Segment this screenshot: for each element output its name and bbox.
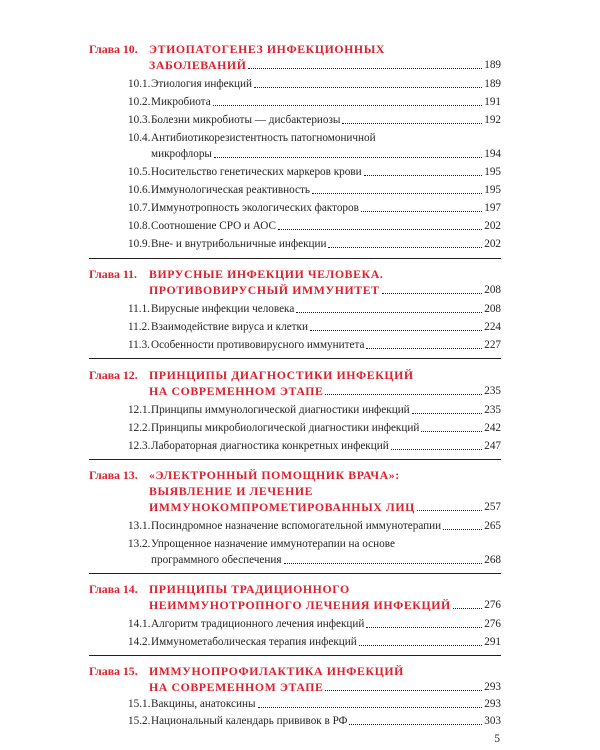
entry-number: 10.3. [128,114,151,126]
page-number: 197 [484,202,501,214]
entry-number: 10.2. [128,96,151,108]
dot-leader [453,608,482,609]
dot-leader [366,627,482,628]
entry-text: Соотношение СРО и АОС [151,220,276,232]
chapter-label: Глава 10. [89,42,138,56]
chapter-title-line: ИММУНОКОМПРОМЕТИРОВАННЫХ ЛИЦ [149,500,415,514]
page-number: 189 [484,59,501,71]
entry-text: Иммунологическая реактивность [151,184,310,196]
page-number: 195 [484,184,501,196]
entry-text: Вне- и внутрибольничные инфекции [151,238,327,250]
entry-text: Вирусные инфекции человека [151,303,295,315]
page-number: 303 [484,715,501,727]
dot-leader [421,431,482,432]
dot-leader [328,247,482,248]
section-divider [89,258,501,259]
dot-leader [443,529,482,530]
dot-leader [258,707,482,708]
chapter-title-line: ПРИНЦИПЫ ДИАГНОСТИКИ ИНФЕКЦИЙ [149,368,414,382]
entry-text: Принципы микробиологической диагностики инфекций [151,422,420,434]
entry-text: Посиндромное назначение вспомогательной иммунотерапии [151,520,442,532]
page-number: 227 [484,339,501,351]
chapter-label: Глава 11. [89,267,138,281]
page-number: 291 [484,636,501,648]
dot-leader [359,645,482,646]
section-divider [89,358,501,359]
dot-leader [254,87,482,88]
chapter-title-line: ПРИНЦИПЫ ТРАДИЦИОННОГО [149,582,350,596]
entry-number: 14.1. [128,618,151,630]
entry-text: Лабораторная диагностика конкретных инфекций [151,440,389,452]
entry-text: Принципы иммунологической диагностики инфекций [151,404,410,416]
entry-text: Упрощенное назначение иммунотерапии на основе [151,538,395,550]
page-number: 268 [484,554,501,566]
dot-leader [366,348,482,349]
section-divider [89,573,501,574]
page-number: 192 [484,114,501,126]
dot-leader [325,394,482,395]
entry-text: Болезни микробиоты — дисбактериозы [151,114,341,126]
entry-number: 11.2. [128,321,150,333]
entry-text: Антибиотикорезистентность патогномоничной [151,132,376,144]
page-number: 194 [484,148,501,160]
page-number: 191 [484,96,501,108]
chapter-title-line: НА СОВРЕМЕННОМ ЭТАПЕ [149,680,324,694]
page-number: 276 [484,599,501,611]
entry-number: 12.1. [128,404,151,416]
entry-number: 11.3. [128,339,150,351]
chapter-title-line: ПРОТИВОВИРУСНЫЙ ИММУНИТЕТ [149,283,380,297]
dot-leader [312,193,482,194]
entry-number: 11.1. [128,303,150,315]
dot-leader [417,510,482,511]
page-number: 235 [484,385,501,397]
page-number: 293 [484,681,501,693]
entry-number: 10.9. [128,238,151,250]
chapter-label: Глава 14. [89,582,138,596]
entry-number: 10.8. [128,220,151,232]
entry-text: Этиология инфекций [151,78,252,90]
entry-number: 13.1. [128,520,151,532]
entry-text: Особенности противовирусного иммунитета [151,339,365,351]
page-number: 195 [484,166,501,178]
entry-text: Алгоритм традиционного лечения инфекций [151,618,365,630]
dot-leader [391,449,482,450]
dot-leader [284,563,483,564]
entry-text: Взаимодействие вируса и клетки [151,321,308,333]
dot-leader [248,68,482,69]
dot-leader [214,157,482,158]
chapter-title-line: ВЫЯВЛЕНИЕ И ЛЕЧЕНИЕ [149,484,314,498]
entry-text: программного обеспечения [151,554,282,566]
page-number: 247 [484,440,501,452]
chapter-title-line: «ЭЛЕКТРОННЫЙ ПОМОЩНИК ВРАЧА»: [149,468,400,482]
section-divider [89,655,501,656]
entry-number: 10.4. [128,132,151,144]
entry-text: Вакцины, анатоксины [151,698,256,710]
chapter-label: Глава 15. [89,664,138,678]
entry-number: 12.3. [128,440,151,452]
page-number: 189 [484,78,501,90]
chapter-title-line: ЭТИОПАТОГЕНЕЗ ИНФЕКЦИОННЫХ [149,42,385,56]
entry-text: Иммунотропность экологических факторов [151,202,359,214]
dot-leader [364,175,482,176]
page-number: 257 [484,501,501,513]
chapter-label: Глава 12. [89,368,138,382]
entry-text: Микробиота [151,96,211,108]
page-number: 202 [484,220,501,232]
page-number: 208 [484,303,501,315]
entry-text: Национальный календарь прививок в РФ [151,715,348,727]
entry-number: 15.2. [128,715,151,727]
entry-number: 10.6. [128,184,151,196]
page-number: 202 [484,238,501,250]
page-number: 235 [484,404,501,416]
dot-leader [213,105,482,106]
entry-number: 13.2. [128,538,151,550]
entry-number: 14.2. [128,636,151,648]
page-number: 224 [484,321,501,333]
page-number: 208 [484,284,501,296]
dot-leader [342,123,482,124]
entry-text: Иммунометаболическая терапия инфекций [151,636,357,648]
section-divider [89,459,501,460]
entry-number: 15.1. [128,698,151,710]
dot-leader [349,724,482,725]
entry-number: 10.5. [128,166,151,178]
entry-number: 10.1. [128,78,151,90]
entry-text: Носительство генетических маркеров крови [151,166,362,178]
page-number: 242 [484,422,501,434]
entry-number: 10.7. [128,202,151,214]
chapter-title-line: ВИРУСНЫЕ ИНФЕКЦИИ ЧЕЛОВЕКА. [149,267,384,281]
page-number: 265 [484,520,501,532]
dot-leader [278,229,482,230]
entry-text: микрофлоры [151,148,212,160]
dot-leader [361,211,482,212]
dot-leader [382,293,482,294]
chapter-title-line: НА СОВРЕМЕННОМ ЭТАПЕ [149,384,324,398]
dot-leader [310,330,482,331]
dot-leader [412,413,482,414]
page-number: 293 [484,698,501,710]
chapter-title-line: ЗАБОЛЕВАНИЙ [149,58,247,72]
page-number: 276 [484,618,501,630]
dot-leader [296,312,482,313]
dot-leader [325,690,482,691]
chapter-title-line: ИММУНОПРОФИЛАКТИКА ИНФЕКЦИЙ [149,664,404,678]
chapter-label: Глава 13. [89,468,138,482]
folio-page-number: 5 [494,733,500,745]
entry-number: 12.2. [128,422,151,434]
chapter-title-line: НЕИММУНОТРОПНОГО ЛЕЧЕНИЯ ИНФЕКЦИЙ [149,598,451,612]
